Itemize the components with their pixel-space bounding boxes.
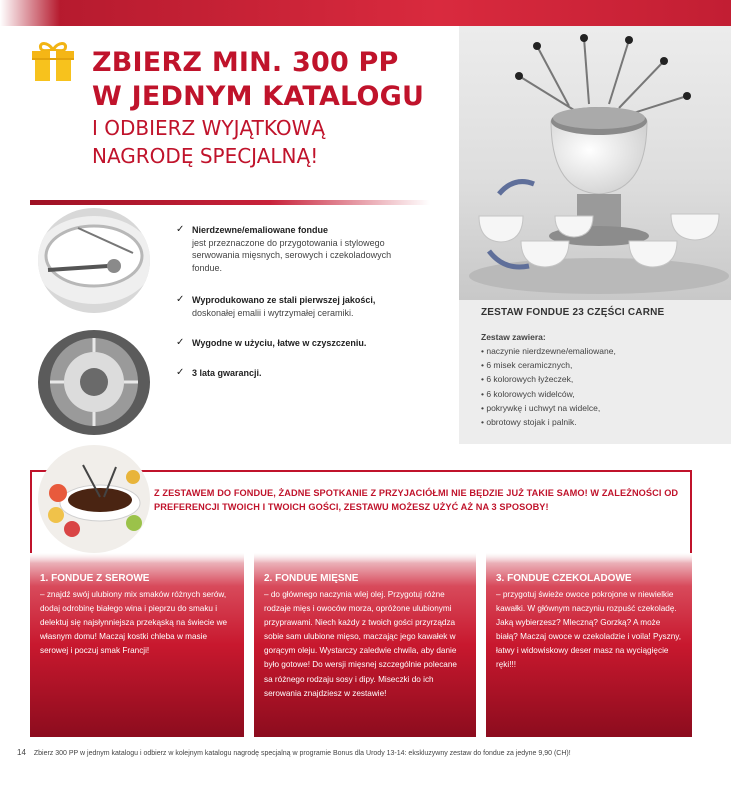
check-icon: ✓	[176, 366, 185, 378]
feature-text: jest przeznaczone do przygotowania i stylowego serwowania mięsnych, serowych i czekoladowych fondue.	[192, 237, 392, 273]
check-icon: ✓	[176, 224, 185, 235]
panel-text: – znajdź swój ulubiony mix smaków różnych serów, dodaj odrobinę białego wina i pieprzu do smaku i delektuj się najsłynniejsza przekąską na świecie we własnym domu! Maczaj kostki chleba w masie serowej i poczuj smak Francji!	[40, 590, 228, 656]
panel-title: 3. FONDUE CZEKOLADOWE	[496, 573, 632, 584]
headline-line-3: I ODBIERZ WYJĄTKOWĄ	[92, 116, 326, 140]
fondue-set-photo	[459, 26, 731, 300]
fondue-pot-detail-photo	[38, 208, 150, 313]
contents-list	[481, 344, 715, 429]
feature-item	[176, 337, 406, 350]
headline-line-4: NAGRODĘ SPECJALNĄ!	[92, 144, 319, 168]
page-number: 14	[17, 748, 26, 757]
feature-bold: Wyprodukowano ze stali pierwszej jakości,	[192, 295, 376, 305]
feature-list	[176, 224, 406, 379]
panel-cheese-fondue	[30, 553, 244, 737]
check-icon: ✓	[176, 294, 185, 305]
usage-intro: Z ZESTAWEM DO FONDUE, ŻADNE SPOTKANIE Z PRZYJACIÓŁMI NIE BĘDZIE JUŻ TAKIE SAMO! W ZALEŻNOŚCI OD PREFERENCJI TWOICH I TWOICH GOŚCI, ZESTAWU MOŻESZ UŻYĆ AŻ NA 3 SPOSOBY!	[154, 488, 679, 512]
list-item: • pokrywkę i uchwyt na widelce,	[481, 402, 601, 413]
headline-line-1: ZBIERZ MIN. 300 PP	[92, 47, 399, 78]
list-item: • naczynie nierdzewne/emaliowane,	[481, 346, 616, 356]
product-title: ZESTAW FONDUE 23 CZĘŚCI CARNE	[481, 307, 665, 318]
list-item: • obrotowy stojak i palnik.	[481, 417, 577, 428]
feature-text: doskonałej emalii i wytrzymałej ceramiki.	[192, 307, 354, 318]
product-info-box	[459, 300, 731, 444]
headline-line-2: W JEDNYM KATALOGU	[92, 81, 425, 112]
burner-detail-photo	[38, 330, 150, 435]
feature-item	[176, 224, 406, 274]
headline	[92, 46, 452, 170]
panel-chocolate-fondue	[486, 553, 692, 737]
footer-text: Zbierz 300 PP w jednym katalogu i odbierz w kolejnym katalogu nagrodę specjalną w programie Bonus dla Urody 13-14: ekskluzywny zestaw do fondue za jedyne 9,90 (CH)!	[33, 750, 571, 757]
footer-note	[17, 748, 571, 757]
feature-bold: 3 lata gwarancji.	[192, 367, 262, 378]
panel-title: 2. FONDUE MIĘSNE	[264, 573, 359, 584]
feature-bold: Nierdzewne/emaliowane fondue	[192, 225, 329, 235]
panel-text: – do głównego naczynia wlej olej. Przygotuj różne rodzaje mięs i owoców morza, opróżone ulubionymi przyprawami. Niech każdy z twoich gości przyrządza sobie sam ulubione mięso, maczając jego kawałek w gorącym oleju. Wystarczy zaledwie chwila, aby danie było gotowe! Do wersji mięsnej szczególnie polecane sa różnego rodzaju sosy i dipy. Miseczki do ich serowania znajdziesz w zestawie!	[264, 590, 457, 698]
check-icon: ✓	[176, 337, 185, 348]
feature-item	[176, 294, 406, 319]
list-item: • 6 kolorowych łyżeczek,	[481, 374, 574, 385]
top-banner-bar	[0, 0, 731, 26]
gift-icon	[30, 40, 76, 82]
chocolate-fondue-photo	[38, 445, 150, 553]
panel-meat-fondue	[254, 553, 476, 737]
panel-title: 1. FONDUE Z SEROWE	[40, 573, 150, 584]
contents-label: Zestaw zawiera:	[481, 332, 546, 342]
feature-bold: Wygodne w użyciu, łatwe w czyszczeniu.	[192, 338, 367, 348]
panel-text: – przygotuj świeże owoce pokrojone w niewielkie kawałki. W głównym naczyniu rozpuść czekoladę. Jaką wybierzesz? Mleczną? Gorzką? A może białą? Maczaj owoce w czekoladzie i voila! Pyszny, łatwy i widowiskowy deser masz na wyciągięcie ręki!!!	[496, 590, 682, 670]
list-item: • 6 misek ceramicznych,	[481, 360, 573, 371]
headline-divider	[30, 200, 430, 205]
feature-item	[176, 367, 406, 380]
list-item: • 6 kolorowych widelców,	[481, 388, 575, 399]
